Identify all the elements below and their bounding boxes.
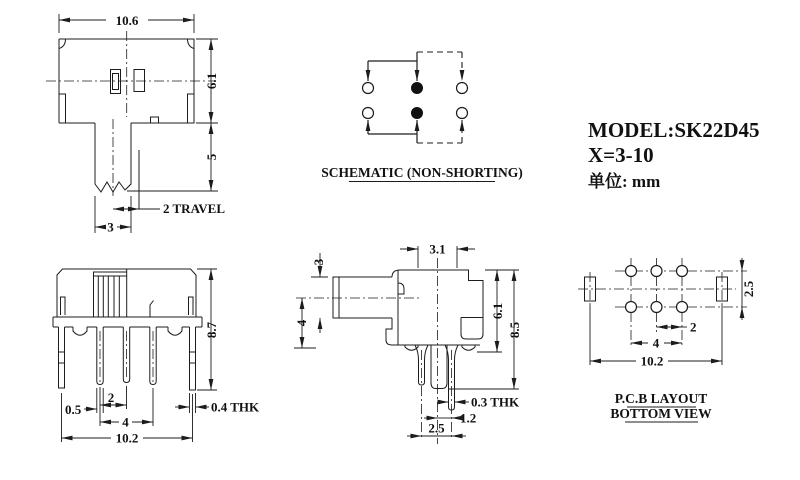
dim-pin-thickness: 0.3 THK: [471, 394, 520, 410]
pcb-label-line1: P.C.B LAYOUT: [614, 391, 708, 406]
schematic-label: SCHEMATIC (NON-SHORTING): [321, 165, 523, 180]
contact-open: [363, 83, 374, 94]
dim-knob-depth: 4: [294, 319, 309, 327]
dim-pcb-overall: 10.2: [640, 353, 664, 369]
x-spec: X=3-10: [588, 143, 654, 167]
dim-top-height: 6.1: [204, 72, 219, 90]
dim-front-height: 8.7: [204, 321, 219, 339]
dim-pcb-hole-span: 4: [652, 335, 660, 351]
dim-stem-length: 5: [204, 153, 219, 161]
pcb-label-line2: BOTTOM VIEW: [610, 406, 712, 421]
dim-bracket-thickness: 0.4 THK: [211, 399, 260, 415]
contact-open: [457, 83, 468, 94]
dim-pin-span: 4: [122, 414, 129, 430]
dim-front-overall: 10.2: [115, 430, 139, 446]
dim-pin-pitch: 2: [107, 390, 115, 405]
dim-side-body-height: 6.1: [490, 302, 505, 320]
dim-side-pin-span: 2.5: [428, 420, 445, 436]
dim-side-top-width: 3.1: [429, 241, 446, 257]
dim-travel: 2 TRAVEL: [163, 201, 226, 216]
front-view: [53, 269, 260, 446]
contact-open: [457, 108, 468, 119]
contact-common: [412, 108, 423, 119]
schematic-view: [321, 52, 522, 182]
dim-side-overall-height: 8.5: [507, 321, 522, 339]
model-number: MODEL:SK22D45: [588, 118, 760, 142]
contact-common: [412, 83, 423, 94]
pcb-hole: [677, 266, 688, 277]
pcb-layout-view: [578, 258, 756, 422]
pcb-hole: [651, 266, 662, 277]
dim-stem-width: 3: [107, 219, 114, 235]
dim-pcb-row-pitch: 2.5: [741, 280, 756, 298]
pcb-hole: [677, 302, 688, 313]
dim-pin-offset: 1.2: [460, 410, 477, 426]
pcb-hole: [626, 302, 637, 313]
side-view: [294, 242, 522, 445]
pcb-hole: [651, 302, 662, 313]
title-block: [588, 118, 760, 191]
unit-note: 单位: mm: [588, 172, 661, 191]
dim-pcb-hole-pitch: 2: [690, 319, 697, 335]
dim-top-width: 10.6: [115, 13, 139, 28]
dim-knob-height: 3: [311, 258, 326, 266]
top-view: [46, 13, 225, 235]
contact-open: [363, 108, 374, 119]
dim-pin-width: 0.5: [65, 402, 82, 417]
pcb-hole: [626, 266, 637, 277]
